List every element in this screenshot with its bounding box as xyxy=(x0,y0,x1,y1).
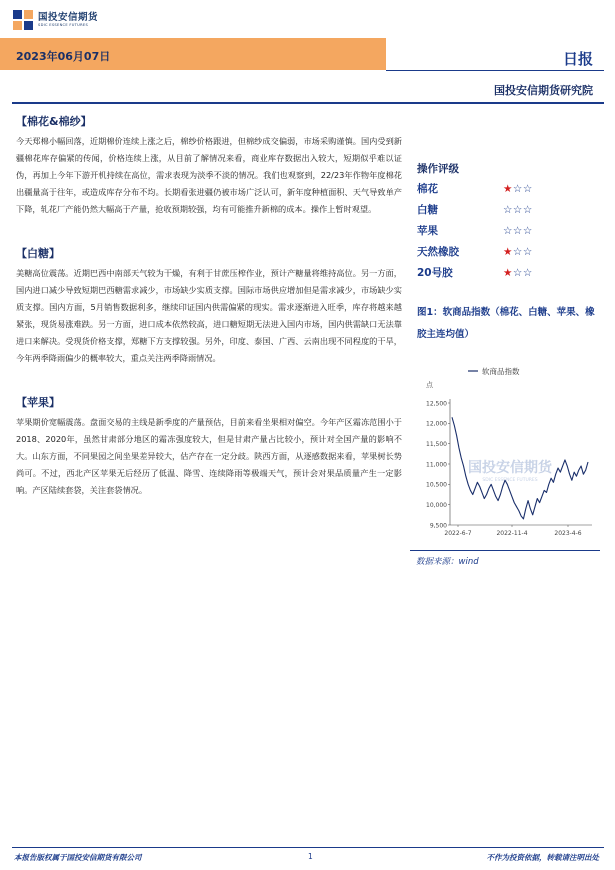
star-empty-icon: ☆ xyxy=(503,203,513,216)
x-tick-label: 2023-4-6 xyxy=(554,530,582,537)
star-filled-icon: ★ xyxy=(503,182,513,195)
ratings-panel xyxy=(417,160,599,283)
section-body-apple: 苹果期价宽幅震荡。盘面交易的主线是新季度的产量预估，目前来看坐果相对偏空。今年产区霜冻范围小于2018、2020年，虽然甘肃部分地区的霜冻强度较大，但是甘肃产量占比较小，预计对全国产量的影响不大。山东方面，不同果园之间坐果差异较大，估产存在一定分歧。陕西方面，从逐感数据来看，苹果树长势尚可。不过，西北产区苹果无后经历了低温、降雪、连续降雨等极端天气，预计会对果品质量产生一定影响。产区陆续套袋，关注套袋情况。 xyxy=(16,417,402,495)
star-empty-icon: ☆ xyxy=(512,203,523,216)
star-empty-icon: ☆ xyxy=(512,245,523,258)
y-axis-label: 点 xyxy=(426,381,433,389)
star-empty-icon: ☆ xyxy=(522,182,533,195)
rating-stars xyxy=(503,204,533,216)
section-title-sugar: 【白糖】 xyxy=(16,247,60,260)
footer-copyright: 本报告版权属于国投安信期货有限公司 xyxy=(14,853,142,862)
commentary-column xyxy=(16,106,402,499)
star-empty-icon: ☆ xyxy=(522,266,533,279)
star-empty-icon: ☆ xyxy=(503,224,513,237)
rating-row xyxy=(417,199,599,220)
star-empty-icon: ☆ xyxy=(512,266,523,279)
footer-disclaimer: 不作为投资依据，转载请注明出处 xyxy=(486,853,599,862)
section-title-cotton: 【棉花&棉纱】 xyxy=(16,115,92,128)
rating-name: 苹果 xyxy=(417,225,438,237)
x-tick-label: 2022-6-7 xyxy=(444,530,472,537)
rating-row xyxy=(417,262,599,283)
rating-row xyxy=(417,178,599,199)
star-filled-icon: ★ xyxy=(503,245,513,258)
x-tick-label: 2022-11-4 xyxy=(496,530,528,537)
chart-watermark-en: SDIC ESSENCE FUTURES xyxy=(482,478,538,483)
figure-title: 图1：软商品指数（棉花、白糖、苹果、橡胶主连均值） xyxy=(417,307,595,340)
y-tick-label: 9,500 xyxy=(429,522,447,530)
section-title-apple: 【苹果】 xyxy=(16,396,60,409)
rating-stars xyxy=(503,183,533,195)
star-empty-icon: ☆ xyxy=(522,203,533,216)
brand-logo xyxy=(12,9,98,31)
ratings-list xyxy=(417,178,599,283)
header-divider xyxy=(386,70,604,71)
footer-rule xyxy=(12,847,604,848)
star-empty-icon: ☆ xyxy=(522,224,533,237)
source-divider xyxy=(410,550,600,551)
institute-name: 国投安信期货研究院 xyxy=(494,84,593,97)
y-tick-label: 11,000 xyxy=(426,461,447,469)
y-tick-label: 10,500 xyxy=(426,481,447,489)
soft-commodity-chart xyxy=(410,355,600,545)
star-filled-icon: ★ xyxy=(503,266,513,279)
y-tick-label: 10,000 xyxy=(426,501,447,509)
header-bar xyxy=(0,38,386,70)
star-empty-icon: ☆ xyxy=(512,224,523,237)
chart-watermark: 国投安信期货 xyxy=(468,460,552,476)
y-tick-label: 12,500 xyxy=(426,400,447,408)
section-body-sugar: 美糖高位震荡。近期巴西中南部天气较为干燥，有利于甘蔗压榨作业，预计产糖量将维持高位。另一方面，国内进口减少导致短期巴西糖需求减少，市场缺少实质支撑。国际市场供应增加但是需求减少，市场缺少实质支撑。国内方面，5月销售数据利多，继续印证国内供需偏紧的现实。需求逐渐进入旺季，库存将越来越紧张，现货易涨难跌。另一方面，进口成本依然较高，进口糖短期无法进入国内市场，国内供需缺口无法靠进口来解决。受现货价格支撑，郑糖下方支撑较强。另外，印度、泰国、广西、云南出现不同程度的干旱，今年两季降雨偏少的概率较大，重点关注两季降雨情况。 xyxy=(16,268,402,363)
rating-stars xyxy=(503,225,533,237)
rating-name: 天然橡胶 xyxy=(417,246,459,258)
y-tick-label: 11,500 xyxy=(426,440,447,448)
brand-name-en: SDIC ESSENCE FUTURES xyxy=(38,23,89,27)
star-empty-icon: ☆ xyxy=(512,182,523,195)
star-empty-icon: ☆ xyxy=(522,245,533,258)
y-tick-label: 12,000 xyxy=(426,420,447,428)
rating-name: 棉花 xyxy=(417,183,438,195)
brand-name: 国投安信期货 xyxy=(38,12,99,23)
rating-row xyxy=(417,220,599,241)
legend-label: 软商品指数 xyxy=(482,367,520,376)
report-type: 日报 xyxy=(562,50,593,68)
rating-row xyxy=(417,241,599,262)
rating-stars xyxy=(503,246,533,258)
page-number: 1 xyxy=(308,852,313,861)
ratings-title: 操作评级 xyxy=(417,163,459,175)
logo-mark-icon xyxy=(12,9,34,31)
section-body-cotton: 今天郑棉小幅回落，近期棉价连续上涨之后，棉纱价格跟进，但棉纱成交偏弱，市场采购谨慎。国内受到新疆棉花库存偏紧的传闻，价格连续上涨，从目前了解情况来看，商业库存数据出入较大，短期似乎难以证伪，再加上今年下游开机持续在高位，需求表现为淡季不淡的情况。我们也观察到，22/23年作物年度棉花出疆量高于往年，或造成库存分布不均。长期看张进疆仍被市场广泛认可，新年度种植面积、天气导致单产下降，轧花厂产能仍然大幅高于产量，抢收预期较强，均有可能推升新棉的成本。操作上暂时观望。 xyxy=(16,136,402,214)
rating-name: 20号胶 xyxy=(417,267,453,279)
rating-stars xyxy=(503,267,533,279)
report-date: 2023年06月07日 xyxy=(16,50,111,63)
header-rule xyxy=(12,102,604,104)
rating-name: 白糖 xyxy=(417,204,438,216)
data-source: 数据来源：wind xyxy=(416,557,479,567)
